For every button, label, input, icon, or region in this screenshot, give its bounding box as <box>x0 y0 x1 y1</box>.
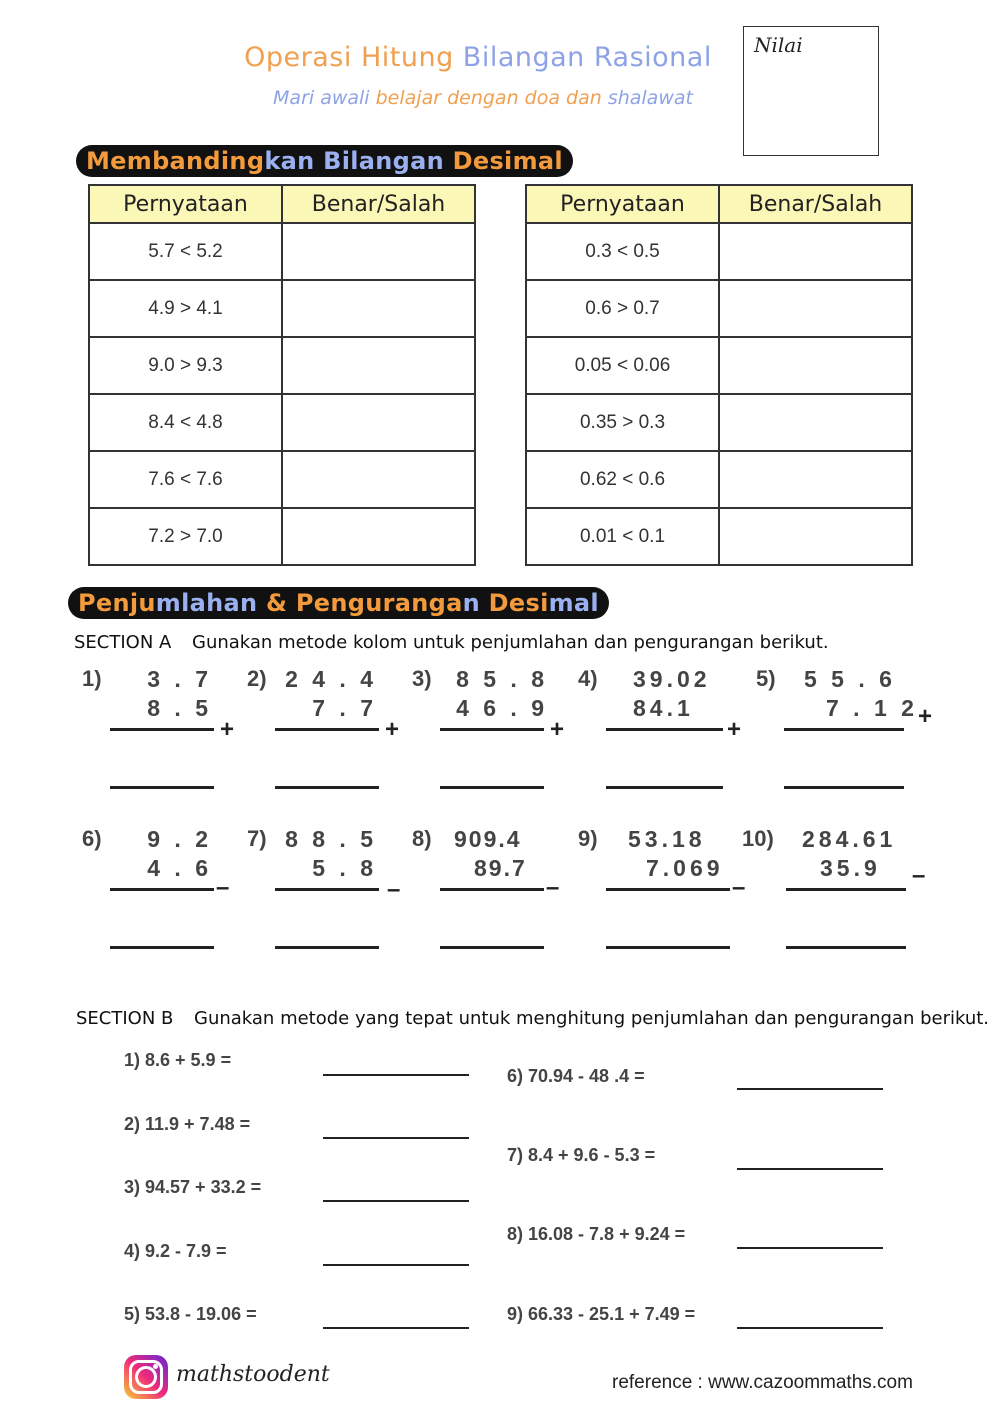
question-item: 5) 53.8 - 19.06 = <box>124 1304 257 1324</box>
heading-part: n <box>462 589 481 617</box>
problem-number: 2) <box>247 666 267 691</box>
operator-sign: – <box>732 874 746 901</box>
column-header-statement: Pernyataan <box>89 185 282 223</box>
table-row <box>89 280 475 337</box>
answer-line[interactable] <box>440 786 544 789</box>
operator-sign: + <box>550 716 565 743</box>
problem-number: 7) <box>247 826 267 851</box>
title-part-2: Bilangan Rasional <box>462 42 712 73</box>
answer-line[interactable] <box>110 786 214 789</box>
problem-top-operand: 8 8 . 5 <box>285 826 377 852</box>
problem-bottom-operand: 84.1 <box>633 695 694 721</box>
answer-cell[interactable] <box>282 508 475 565</box>
answer-line[interactable] <box>606 946 730 949</box>
question-item: 2) 11.9 + 7.48 = <box>124 1114 251 1134</box>
operation-line <box>110 728 214 731</box>
table-row <box>89 337 475 394</box>
statement-cell: 0.05 < 0.06 <box>526 337 719 394</box>
table-row <box>526 337 912 394</box>
heading-part: mlahan <box>155 589 258 617</box>
problem-top-operand: 8 5 . 8 <box>456 666 548 692</box>
operator-sign: + <box>918 703 933 730</box>
subtitle-part-3: shalawat <box>607 87 693 109</box>
operator-sign: + <box>220 716 235 743</box>
column-header-statement: Pernyataan <box>526 185 719 223</box>
operator-sign: + <box>727 716 742 743</box>
statement-cell: 0.62 < 0.6 <box>526 451 719 508</box>
problem-top-operand: 5 5 . 6 <box>804 666 896 692</box>
operator-sign: – <box>216 874 230 901</box>
answer-cell[interactable] <box>282 337 475 394</box>
score-box[interactable] <box>743 26 879 156</box>
answer-cell[interactable] <box>282 280 475 337</box>
answer-line[interactable] <box>323 1200 469 1202</box>
problem-bottom-operand: 7 . 7 <box>312 695 377 721</box>
comparison-table-right <box>525 184 913 566</box>
answer-line[interactable] <box>786 946 906 949</box>
problem-number: 9) <box>578 826 598 851</box>
heading-part: Desi <box>480 589 549 617</box>
heading-part: kan Bilangan <box>264 147 453 175</box>
answer-line[interactable] <box>737 1088 883 1090</box>
subtitle-part-1: Mari awali <box>273 87 376 109</box>
table-row <box>526 451 912 508</box>
statement-cell: 4.9 > 4.1 <box>89 280 282 337</box>
question-item: 6) 70.94 - 48 .4 = <box>507 1066 645 1086</box>
operation-line <box>440 888 544 891</box>
column-problem <box>247 666 407 796</box>
statement-cell: 0.01 < 0.1 <box>526 508 719 565</box>
statement-cell: 0.6 > 0.7 <box>526 280 719 337</box>
answer-line[interactable] <box>323 1327 469 1329</box>
statement-cell: 9.0 > 9.3 <box>89 337 282 394</box>
column-problem <box>247 826 407 956</box>
question-item: 1) 8.6 + 5.9 = <box>124 1050 232 1070</box>
statement-cell: 0.35 > 0.3 <box>526 394 719 451</box>
answer-line[interactable] <box>737 1247 883 1249</box>
question-item: 8) 16.08 - 7.8 + 9.24 = <box>507 1224 686 1244</box>
answer-cell[interactable] <box>282 223 475 280</box>
table-row <box>89 451 475 508</box>
heading-part: & Penguranga <box>257 589 463 617</box>
section-b-label: SECTION B <box>76 1008 174 1029</box>
answer-cell[interactable] <box>719 337 912 394</box>
heading-part: mal <box>548 589 599 617</box>
answer-line[interactable] <box>275 946 379 949</box>
answer-cell[interactable] <box>282 394 475 451</box>
problem-number: 4) <box>578 666 598 691</box>
section-heading-compare <box>76 145 573 177</box>
answer-line[interactable] <box>275 786 379 789</box>
answer-line[interactable] <box>323 1074 469 1076</box>
statement-cell: 8.4 < 4.8 <box>89 394 282 451</box>
problem-number: 8) <box>412 826 432 851</box>
heading-part: Membanding <box>86 147 265 175</box>
problem-bottom-operand: 4 6 . 9 <box>456 695 548 721</box>
problem-bottom-operand: 5 . 8 <box>312 855 377 881</box>
answer-cell[interactable] <box>282 451 475 508</box>
problem-top-operand: 9 . 2 <box>147 826 212 852</box>
problem-bottom-operand: 7.069 <box>646 855 724 881</box>
operation-line <box>110 888 214 891</box>
operation-line <box>440 728 544 731</box>
column-header-answer: Benar/Salah <box>719 185 912 223</box>
title-part-1: Operasi Hitung <box>244 42 463 73</box>
comparison-table-left <box>88 184 476 566</box>
operation-line <box>606 728 723 731</box>
operation-line <box>606 888 730 891</box>
question-item: 4) 9.2 - 7.9 = <box>124 1241 227 1261</box>
problem-top-operand: 284.61 <box>802 826 897 852</box>
column-problem <box>756 666 941 796</box>
operation-line <box>786 888 906 891</box>
answer-line[interactable] <box>110 946 214 949</box>
heading-part: Desimal <box>452 147 563 175</box>
answer-line[interactable] <box>606 786 723 789</box>
problem-number: 5) <box>756 666 776 691</box>
answer-cell[interactable] <box>719 394 912 451</box>
operator-sign: – <box>912 862 926 889</box>
problem-top-operand: 2 4 . 4 <box>285 666 377 692</box>
problem-top-operand: 3 . 7 <box>147 666 212 692</box>
problem-number: 10) <box>742 826 774 851</box>
section-a-instruction: Gunakan metode kolom untuk penjumlahan dan pengurangan berikut. <box>192 632 829 653</box>
column-problem <box>578 666 748 796</box>
problem-bottom-operand: 7 . 1 2 <box>826 695 918 721</box>
problem-bottom-operand: 35.9 <box>820 855 881 881</box>
answer-line[interactable] <box>323 1137 469 1139</box>
author-handle: mathstoodent <box>176 1362 330 1387</box>
table-row <box>526 394 912 451</box>
column-problem <box>412 826 572 956</box>
section-b-instruction: Gunakan metode yang tepat untuk menghitung penjumlahan dan pengurangan berikut. <box>194 1008 990 1029</box>
problem-number: 3) <box>412 666 432 691</box>
operation-line <box>275 728 379 731</box>
problem-top-operand: 53.18 <box>628 826 706 852</box>
answer-cell[interactable] <box>719 280 912 337</box>
problem-top-operand: 909.4 <box>454 826 522 852</box>
instagram-icon <box>124 1355 168 1399</box>
column-header-answer: Benar/Salah <box>282 185 475 223</box>
heading-part: Penju <box>78 589 156 617</box>
answer-line[interactable] <box>323 1264 469 1266</box>
question-item: 9) 66.33 - 25.1 + 7.49 = <box>507 1304 696 1324</box>
problem-bottom-operand: 4 . 6 <box>147 855 212 881</box>
score-label: Nilai <box>754 33 803 57</box>
reference-text: reference : www.cazoommaths.com <box>612 1372 913 1393</box>
column-problem <box>742 826 942 956</box>
operation-line <box>784 728 904 731</box>
answer-line[interactable] <box>737 1327 883 1329</box>
problem-number: 6) <box>82 826 102 851</box>
section-a-label: SECTION A <box>74 632 172 653</box>
statement-cell: 7.2 > 7.0 <box>89 508 282 565</box>
operator-sign: + <box>385 716 400 743</box>
answer-cell[interactable] <box>719 223 912 280</box>
section-heading-addsub <box>68 587 609 619</box>
question-item: 3) 94.57 + 33.2 = <box>124 1177 262 1197</box>
problem-number: 1) <box>82 666 102 691</box>
column-problem <box>412 666 572 796</box>
operation-line <box>275 888 379 891</box>
operator-sign: – <box>546 874 560 901</box>
question-item: 7) 8.4 + 9.6 - 5.3 = <box>507 1145 656 1165</box>
operator-sign: – <box>387 876 401 903</box>
problem-bottom-operand: 89.7 <box>474 855 527 881</box>
column-problem <box>82 826 242 956</box>
answer-cell[interactable] <box>719 508 912 565</box>
table-row <box>526 508 912 565</box>
table-row <box>526 280 912 337</box>
problem-bottom-operand: 8 . 5 <box>147 695 212 721</box>
subtitle-part-2: belajar dengan doa dan <box>375 87 608 109</box>
table-row <box>526 223 912 280</box>
problem-top-operand: 39.02 <box>633 666 711 692</box>
answer-cell[interactable] <box>719 451 912 508</box>
table-row <box>89 508 475 565</box>
statement-cell: 7.6 < 7.6 <box>89 451 282 508</box>
answer-line[interactable] <box>737 1168 883 1170</box>
statement-cell: 0.3 < 0.5 <box>526 223 719 280</box>
table-row <box>89 394 475 451</box>
column-problem <box>82 666 242 796</box>
answer-line[interactable] <box>784 786 904 789</box>
statement-cell: 5.7 < 5.2 <box>89 223 282 280</box>
column-problem <box>578 826 748 956</box>
table-row <box>89 223 475 280</box>
answer-line[interactable] <box>440 946 544 949</box>
